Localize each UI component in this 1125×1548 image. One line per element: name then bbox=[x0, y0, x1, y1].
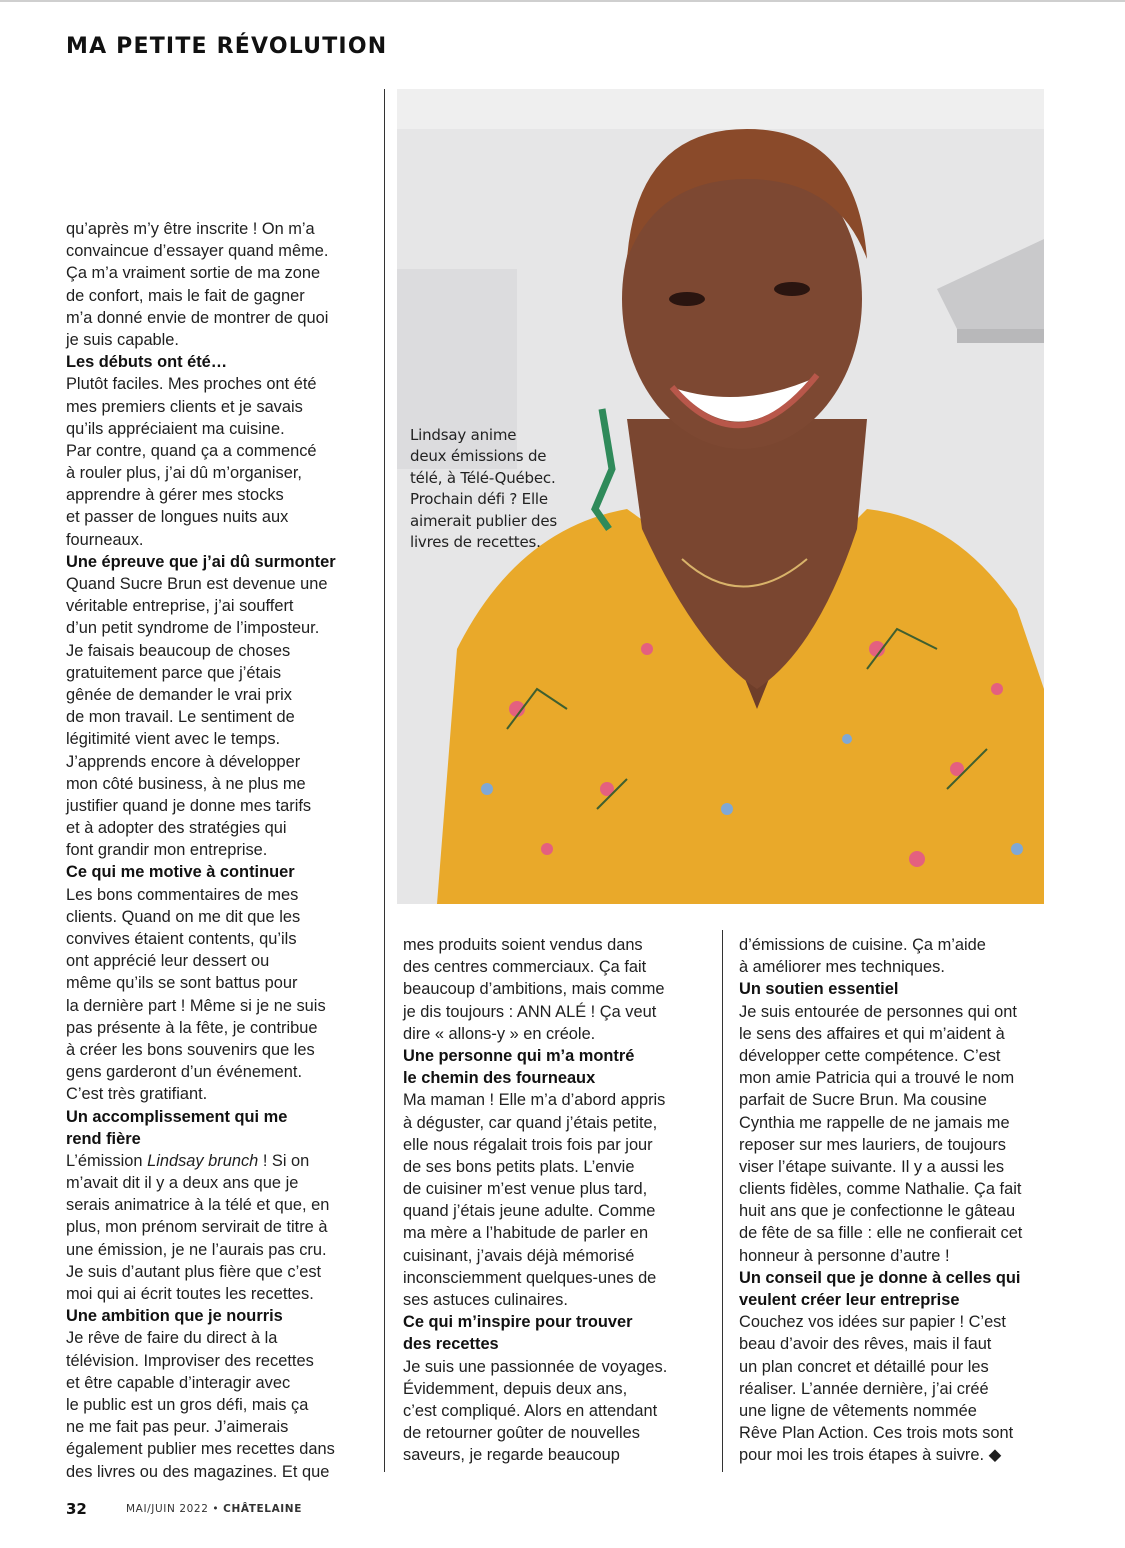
body-line: mon côté business, à ne plus me bbox=[66, 774, 306, 793]
body-line: mon amie Patricia qui a trouvé le nom bbox=[739, 1069, 1015, 1088]
subheading-line: des recettes bbox=[403, 1335, 499, 1354]
body-line: de ses bons petits plats. L’envie bbox=[403, 1157, 635, 1176]
body-line: Je suis entourée de personnes qui ont bbox=[739, 1002, 1017, 1021]
body-line: je suis capable. bbox=[66, 330, 179, 349]
subheading-line: Un conseil que je donne à celles qui bbox=[739, 1268, 1021, 1287]
body-line: à rouler plus, j’ai dû m’organiser, bbox=[66, 464, 302, 483]
body-line: convives étaient contents, qu’ils bbox=[66, 930, 297, 948]
body-line: honneur à personne d’autre ! bbox=[739, 1246, 950, 1265]
subheading-line: rend fière bbox=[66, 1129, 141, 1148]
subheading-line: le chemin des fourneaux bbox=[403, 1069, 596, 1088]
body-line: font grandir mon entreprise. bbox=[66, 841, 268, 860]
body-line: m’avait dit il y a deux ans que je bbox=[66, 1174, 299, 1193]
body-line: développer cette compétence. C’est bbox=[739, 1046, 1001, 1065]
body-line: Plutôt faciles. Mes proches ont été bbox=[66, 375, 317, 394]
body-line: reposer sur mes lauriers, de toujours bbox=[739, 1135, 1006, 1154]
body-line: de confort, mais le fait de gagner bbox=[66, 286, 305, 305]
body-text: L’émission bbox=[66, 1151, 148, 1170]
body-line: justifier quand je donne mes tarifs bbox=[66, 796, 312, 815]
body-line: et passer de longues nuits aux bbox=[66, 508, 289, 527]
body-line: également publier mes recettes dans bbox=[66, 1440, 335, 1459]
body-line: à créer les bons souvenirs que les bbox=[66, 1040, 315, 1059]
subheading-line: Ce qui me motive à continuer bbox=[66, 863, 295, 882]
body-line: je dis toujours : ANN ALÉ ! Ça veut bbox=[403, 1002, 657, 1021]
body-line: ne me fait pas peur. J’aimerais bbox=[66, 1418, 289, 1437]
body-line: dire « allons-y » en créole. bbox=[403, 1024, 596, 1043]
caption-line: Lindsay anime bbox=[410, 426, 517, 444]
article-column-3 bbox=[739, 934, 1049, 1467]
portrait-photo bbox=[397, 89, 1044, 904]
body-line: d’un petit syndrome de l’imposteur. bbox=[66, 619, 320, 638]
body-line: à déguster, car quand j’étais petite, bbox=[403, 1113, 658, 1132]
body-line: des centres commerciaux. Ça fait bbox=[403, 958, 647, 977]
caption-line: aimerait publier des bbox=[410, 511, 557, 530]
body-line: des livres ou des magazines. Et que bbox=[66, 1462, 330, 1481]
body-line: Par contre, quand ça a commencé bbox=[66, 441, 317, 460]
body-line: et à adopter des stratégies qui bbox=[66, 819, 287, 838]
body-line: quand j’étais jeune adulte. Comme bbox=[403, 1202, 656, 1221]
body-line: Les bons commentaires de mes bbox=[66, 885, 299, 904]
section-title: MA PETITE RÉVOLUTION bbox=[66, 34, 388, 59]
show-title: Lindsay brunch bbox=[147, 1151, 259, 1170]
body-line: de retourner goûter de nouvelles bbox=[403, 1424, 640, 1443]
body-line: un plan concret et détaillé pour les bbox=[739, 1357, 989, 1376]
body-line: beaucoup d’ambitions, mais comme bbox=[403, 980, 665, 999]
body-line: gratuitement parce que j’étais bbox=[66, 663, 282, 682]
body-line: Quand Sucre Brun est devenue une bbox=[66, 575, 328, 593]
body-line: Je rêve de faire du direct à la bbox=[66, 1329, 278, 1348]
body-line: mes produits soient vendus dans bbox=[403, 936, 643, 954]
body-line: apprendre à gérer mes stocks bbox=[66, 486, 284, 505]
photo-caption bbox=[410, 425, 557, 553]
body-line: Rêve Plan Action. Ces trois mots sont bbox=[739, 1424, 1014, 1443]
body-line: ont apprécié leur dessert ou bbox=[66, 952, 270, 971]
body-line: gênée de demander le vrai prix bbox=[66, 685, 292, 704]
body-line: saveurs, je regarde beaucoup bbox=[403, 1446, 620, 1465]
subheading-line: Un soutien essentiel bbox=[739, 980, 899, 999]
body-line: gens garderont d’un événement. bbox=[66, 1063, 303, 1082]
body-line: plus, mon prénom servirait de titre à bbox=[66, 1218, 328, 1237]
column-divider bbox=[384, 89, 385, 1472]
body-line: convaincue d’essayer quand même. bbox=[66, 242, 329, 261]
body-line: Ma maman ! Elle m’a d’abord appris bbox=[403, 1091, 666, 1110]
body-line: à améliorer mes techniques. bbox=[739, 958, 945, 977]
body-line: qu’après m’y être inscrite ! On m’a bbox=[66, 220, 315, 238]
body-line: Ça m’a vraiment sortie de ma zone bbox=[66, 264, 321, 283]
body-line: véritable entreprise, j’ai souffert bbox=[66, 597, 294, 616]
body-line: légitimité vient avec le temps. bbox=[66, 730, 281, 749]
caption-line: télé, à Télé-Québec. bbox=[410, 468, 556, 487]
body-line: qu’ils appréciaient ma cuisine. bbox=[66, 419, 285, 438]
body-line: fourneaux. bbox=[66, 530, 144, 549]
body-line: c’est compliqué. Alors en attendant bbox=[403, 1401, 658, 1420]
caption-line: deux émissions de bbox=[410, 447, 547, 466]
body-line: de fête de sa fille : elle ne confierait cet bbox=[739, 1224, 1023, 1243]
body-line: Couchez vos idées sur papier ! C’est bbox=[739, 1313, 1006, 1332]
body-line: moi qui ai écrit toutes les recettes. bbox=[66, 1285, 314, 1303]
subheading-line: Une personne qui m’a montré bbox=[403, 1046, 635, 1065]
body-line: mes premiers clients et je savais bbox=[66, 397, 303, 416]
body-line: ses astuces culinaires. bbox=[403, 1291, 568, 1309]
subheading-line: Un accomplissement qui me bbox=[66, 1107, 288, 1126]
article-column-2 bbox=[403, 934, 703, 1467]
magazine-name: CHÂTELAINE bbox=[223, 1503, 302, 1515]
body-line: Je faisais beaucoup de choses bbox=[66, 641, 291, 660]
body-line: une ligne de vêtements nommée bbox=[739, 1401, 977, 1420]
body-line: parfait de Sucre Brun. Ma cousine bbox=[739, 1091, 987, 1110]
body-line: beau d’avoir des rêves, mais il faut bbox=[739, 1335, 992, 1354]
body-line: pour moi les trois étapes à suivre. ◆ bbox=[739, 1446, 1002, 1465]
body-line: C’est très gratifiant. bbox=[66, 1085, 208, 1104]
top-rule bbox=[0, 0, 1125, 2]
subheading-line: veulent créer leur entreprise bbox=[739, 1291, 960, 1309]
body-line: d’émissions de cuisine. Ça m’aide bbox=[739, 936, 986, 954]
body-line: m’a donné envie de montrer de quoi bbox=[66, 308, 329, 327]
body-line: et être capable d’interagir avec bbox=[66, 1373, 291, 1392]
subheading-line: Les débuts ont été… bbox=[66, 353, 228, 372]
body-line: ma mère a l’habitude de parler en bbox=[403, 1224, 649, 1243]
subheading-line: Une ambition que je nourris bbox=[66, 1307, 283, 1326]
body-line: J’apprends encore à développer bbox=[66, 752, 301, 771]
body-line: elle nous régalait trois fois par jour bbox=[403, 1135, 653, 1154]
body-line: Je suis une passionnée de voyages. bbox=[403, 1357, 668, 1376]
body-line: viser l’étape suivante. Il y a aussi les bbox=[739, 1157, 1005, 1176]
body-line: le sens des affaires et qui m’aident à bbox=[739, 1024, 1005, 1043]
caption-line: Prochain défi ? Elle bbox=[410, 490, 548, 509]
body-line: de cuisiner m’est venue plus tard, bbox=[403, 1180, 648, 1199]
body-line: huit ans que je confectionne le gâteau bbox=[739, 1202, 1016, 1221]
body-line: le public est un gros défi, mais ça bbox=[66, 1395, 309, 1414]
body-line: clients. Quand on me dit que les bbox=[66, 907, 301, 926]
body-line: clients fidèles, comme Nathalie. Ça fait bbox=[739, 1180, 1022, 1199]
article-column-1 bbox=[66, 218, 371, 1483]
body-line: télévision. Improviser des recettes bbox=[66, 1351, 314, 1370]
body-line: de mon travail. Le sentiment de bbox=[66, 708, 295, 727]
body-line: inconsciemment quelques-unes de bbox=[403, 1268, 657, 1287]
caption-line: livres de recettes. bbox=[410, 532, 541, 551]
body-line: une émission, je ne l’aurais pas cru. bbox=[66, 1240, 327, 1259]
body-line: même qu’ils se sont battus pour bbox=[66, 974, 298, 993]
body-line: Évidemment, depuis deux ans, bbox=[403, 1379, 628, 1398]
issue-line bbox=[126, 1503, 302, 1515]
subheading-line: Une épreuve que j’ai dû surmonter bbox=[66, 552, 336, 571]
page-number: 32 bbox=[66, 1500, 87, 1518]
body-line: pas présente à la fête, je contribue bbox=[66, 1018, 318, 1037]
body-text: ! Si on bbox=[258, 1151, 310, 1170]
body-line: Je suis d’autant plus fière que c’est bbox=[66, 1262, 322, 1281]
body-line: Cynthia me rappelle de ne jamais me bbox=[739, 1113, 1010, 1132]
body-line bbox=[66, 1150, 371, 1172]
issue-date: MAI/JUIN 2022 • bbox=[126, 1503, 224, 1515]
body-line: serais animatrice à la télé et que, en bbox=[66, 1196, 330, 1215]
body-line: la dernière part ! Même si je ne suis bbox=[66, 996, 326, 1015]
body-line: cuisinant, j’avais déjà mémorisé bbox=[403, 1246, 635, 1265]
subheading-line: Ce qui m’inspire pour trouver bbox=[403, 1313, 633, 1332]
body-line: réaliser. L’année dernière, j’ai créé bbox=[739, 1379, 989, 1398]
column-divider bbox=[722, 930, 723, 1472]
